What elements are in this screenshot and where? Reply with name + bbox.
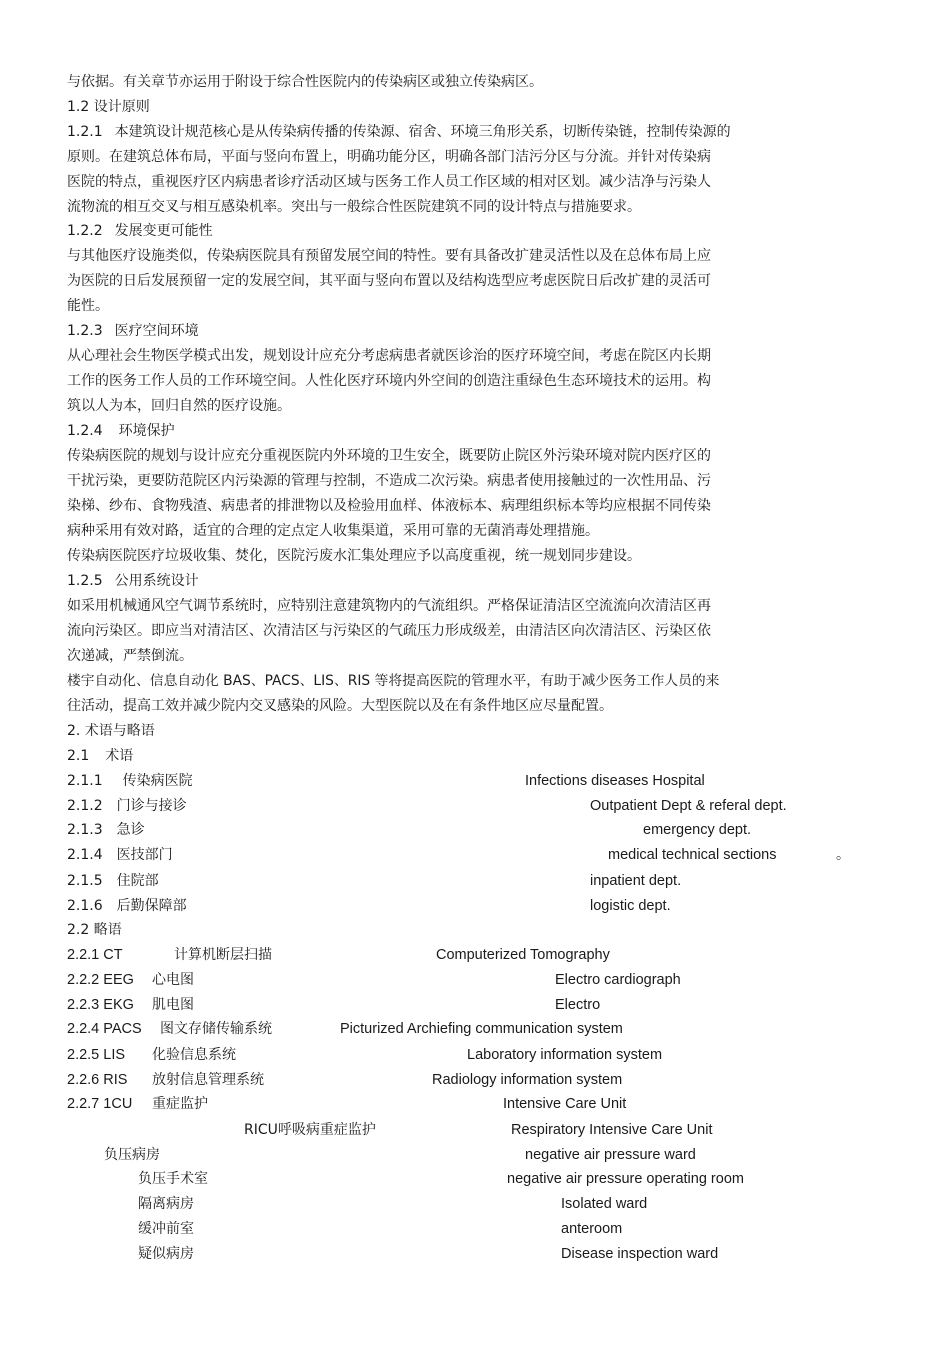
extra-term-english: Respiratory Intensive Care Unit: [511, 1122, 713, 1138]
extra-term-chinese: 疑似病房: [138, 1246, 194, 1262]
abbrev-chinese: 图文存储传输系统: [160, 1021, 272, 1037]
subsection-heading: 1.2.2 发展变更可能性: [67, 223, 213, 239]
extra-term-english: negative air pressure operating room: [507, 1171, 744, 1187]
subsection-heading: 1.2.3 医疗空间环境: [67, 323, 199, 339]
abbrev-chinese: 重症监护: [152, 1096, 208, 1112]
abbrev-english: Laboratory information system: [467, 1047, 663, 1063]
paragraph-line: 能性。: [67, 298, 109, 314]
paragraph-line: 病种采用有效对路，适宜的合理的定点定人收集渠道，采用可靠的无菌消毒处理措施。: [67, 523, 599, 539]
extra-term-chinese: 负压手术室: [138, 1171, 208, 1187]
paragraph-line: 筑以人为本，回归自然的医疗设施。: [67, 398, 291, 414]
abbrev-chinese: 计算机断层扫描: [174, 947, 272, 963]
term-english: Outpatient Dept & referal dept.: [590, 798, 787, 814]
extra-term-english: negative air pressure ward: [525, 1147, 696, 1163]
abbrev-english: Radiology information system: [432, 1072, 623, 1088]
paragraph-line: 染梯、纱布、食物残渣、病患者的排泄物以及检验用血样、体液标本、病理组织标本等均应根据不同传染: [67, 498, 711, 514]
paragraph-line: 往活动，提高工效并减少院内交叉感染的风险。大型医院以及在有条件地区应尽量配置。: [67, 698, 613, 714]
paragraph-line: 楼宇自动化、信息自动化 BAS、PACS、LIS、RIS 等将提高医院的管理水平，有助于减少医务工作人员的来: [67, 673, 720, 689]
paragraph-line: 如采用机械通风空气调节系统时，应特别注意建筑物内的气流组织。严格保证清洁区空流流向次清洁区再: [67, 598, 711, 614]
subsection-heading: 2.2 略语: [67, 922, 122, 938]
paragraph-line: 从心理社会生物医学模式出发，规划设计应充分考虑病患者就医诊治的医疗环境空间，考虑在院区内长期: [67, 348, 711, 364]
abbrev-english: Computerized Tomography: [436, 947, 610, 963]
paragraph-line: 工作的医务工作人员的工作环境空间。人性化医疗环境内外空间的创造注重绿色生态环境技术的运用。构: [67, 373, 711, 389]
abbrev-chinese: 化验信息系统: [152, 1047, 236, 1063]
subsection-heading: 1.2.5 公用系统设计: [67, 573, 199, 589]
abbrev-number: 2.2.6 RIS: [67, 1072, 128, 1088]
term-english: emergency dept.: [643, 822, 752, 838]
term-row: 2.1.5 住院部: [67, 873, 159, 889]
term-row: 2.1.6 后勤保障部: [67, 898, 187, 914]
abbrev-number: 2.2.1 CT: [67, 947, 123, 963]
paragraph-line: 原则。在建筑总体布局，平面与竖向布置上，明确功能分区，明确各部门洁污分区与分流。并针对传染病: [67, 149, 711, 165]
abbrev-number: 2.2.5 LIS: [67, 1047, 126, 1063]
abbrev-english: Picturized Archiefing communication system: [340, 1021, 623, 1037]
extra-term-english: anteroom: [561, 1221, 623, 1237]
paragraph-line: 干扰污染，更要防范院区内污染源的管理与控制，不造成二次污染。病患者使用接触过的一次性用品、污: [67, 473, 711, 489]
paragraph-line: 传染病医院医疗垃圾收集、焚化，医院污废水汇集处理应予以高度重视，统一规划同步建设。: [67, 548, 641, 564]
paragraph-line: 与依据。有关章节亦运用于附设于综合性医院内的传染病区或独立传染病区。: [67, 74, 543, 90]
abbrev-english: Electro: [555, 997, 601, 1013]
extra-term-english: Disease inspection ward: [561, 1246, 719, 1262]
abbrev-number: 2.2.3 EKG: [67, 997, 134, 1013]
end-mark: 。: [836, 847, 850, 863]
paragraph-line: 医院的特点，重视医疗区内病患者诊疗活动区域与医务工作人员工作区域的相对区划。减少洁净与污染人: [67, 174, 711, 190]
term-english: medical technical sections: [608, 847, 777, 863]
abbrev-number: 2.2.2 EEG: [67, 972, 134, 988]
abbrev-chinese: 放射信息管理系统: [152, 1072, 264, 1088]
paragraph-line: 流向污染区。即应当对清洁区、次清洁区与污染区的气疏压力形成级差，由清洁区向次清洁区、污染区依: [67, 623, 711, 639]
abbrev-number: 2.2.4 PACS: [67, 1021, 142, 1037]
section-heading-2: 2. 术语与略语: [67, 723, 155, 739]
term-row: 2.1.1 传染病医院: [67, 773, 193, 789]
paragraph-line: 传染病医院的规划与设计应充分重视医院内外环境的卫生安全，既要防止院区外污染环境对院内医疗区的: [67, 448, 711, 464]
term-row: 2.1.4 医技部门: [67, 847, 173, 863]
subsection-heading: 1.2.4 环境保护: [67, 423, 175, 439]
paragraph-line: 1.2.1 本建筑设计规范核心是从传染病传播的传染源、宿舍、环境三角形关系，切断传染链，控制传染源的: [67, 124, 731, 140]
abbrev-english: Electro cardiograph: [555, 972, 681, 988]
paragraph-line: 流物流的相互交叉与相互感染机率。突出与一般综合性医院建筑不同的设计特点与措施要求。: [67, 199, 641, 215]
abbrev-chinese: 心电图: [152, 972, 194, 988]
term-english: Infections diseases Hospital: [525, 773, 705, 789]
paragraph-line: 为医院的日后发展预留一定的发展空间，其平面与竖向布置以及结构选型应考虑医院日后改扩建的灵活可: [67, 273, 711, 289]
term-row: 2.1.3 急诊: [67, 822, 145, 838]
extra-term-chinese: RICU呼吸病重症监护: [244, 1122, 376, 1138]
abbrev-chinese: 肌电图: [152, 997, 194, 1013]
extra-term-chinese: 隔离病房: [138, 1196, 194, 1212]
extra-term-chinese: 负压病房: [104, 1147, 160, 1163]
section-number: 1.2.1: [67, 124, 103, 140]
paragraph-line: 与其他医疗设施类似，传染病医院具有预留发展空间的特性。要有具备改扩建灵活性以及在总体布局上应: [67, 248, 711, 264]
subsection-heading: 2.1 术语: [67, 748, 134, 764]
term-english: inpatient dept.: [590, 873, 682, 889]
section-heading-1-2: 1.2 设计原则: [67, 99, 150, 115]
term-row: 2.1.2 门诊与接诊: [67, 798, 187, 814]
abbrev-english: Intensive Care Unit: [503, 1096, 627, 1112]
paragraph-line: 次递减，严禁倒流。: [67, 648, 193, 664]
extra-term-english: Isolated ward: [561, 1196, 648, 1212]
extra-term-chinese: 缓冲前室: [138, 1221, 194, 1237]
term-english: logistic dept.: [590, 898, 671, 914]
abbrev-number: 2.2.7 1CU: [67, 1096, 133, 1112]
